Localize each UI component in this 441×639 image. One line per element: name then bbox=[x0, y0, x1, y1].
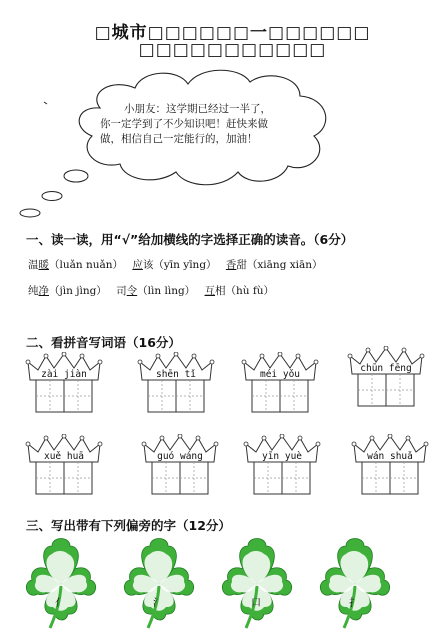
crown-pinyin: zài jiàn bbox=[41, 369, 87, 380]
pinyin-crown bbox=[140, 434, 220, 496]
clover-icon bbox=[216, 536, 298, 630]
pinyin-crown bbox=[24, 434, 104, 496]
crown-pinyin: méi yǒu bbox=[259, 369, 301, 380]
crown-pinyin: guó wáng bbox=[157, 451, 203, 462]
q1-word: 互相 bbox=[204, 285, 226, 297]
cloud-line-3: 做，相信自己一定能行的，加油！ bbox=[100, 133, 258, 145]
crown-frame-icon bbox=[24, 434, 104, 496]
q1-word: 香甜 bbox=[225, 259, 247, 271]
crown-pinyin: yīn yuè bbox=[261, 451, 303, 462]
pinyin-crown bbox=[24, 352, 104, 414]
page-title-line1: □城市□□□□□□一□□□□□□ bbox=[94, 23, 371, 43]
q1-word: 司令 bbox=[116, 285, 138, 297]
cloud-line-1: 小朋友：这学期已经过一半了， bbox=[124, 103, 271, 115]
cloud-message bbox=[100, 102, 325, 147]
radical-clover bbox=[314, 536, 394, 626]
crown-pinyin: xuě huā bbox=[43, 451, 85, 462]
crown-frame-icon bbox=[242, 434, 322, 496]
q1-pinyin: （yīn yīng） bbox=[153, 259, 217, 271]
q1-word: 纯净 bbox=[28, 285, 49, 297]
pinyin-crown bbox=[240, 352, 320, 414]
pinyin-crown bbox=[346, 346, 426, 408]
cloud-line-2: 你一定学到了不少知识吧！赶快来做 bbox=[100, 118, 268, 130]
q1-pinyin: （xiāng xiān） bbox=[246, 259, 323, 271]
q1-pinyin: （jìn jìng） bbox=[49, 285, 107, 297]
page-title-line2: □□□□□□□□□□□ bbox=[138, 40, 327, 60]
q1-pinyin: （luǎn nuǎn） bbox=[49, 259, 124, 271]
crown-frame-icon bbox=[350, 434, 430, 496]
crown-frame-icon bbox=[136, 352, 216, 414]
clover-radical: 氵 bbox=[153, 598, 163, 609]
radical-clover bbox=[20, 536, 100, 626]
pinyin-crown bbox=[242, 434, 322, 496]
crown-frame-icon bbox=[240, 352, 320, 414]
crown-frame-icon bbox=[346, 346, 426, 408]
clover-icon bbox=[20, 536, 102, 630]
q1-pinyin: （lìn lìng） bbox=[137, 285, 196, 297]
crown-pinyin: wán shuǎ bbox=[367, 451, 413, 462]
q1-item bbox=[226, 257, 323, 272]
q1-item bbox=[28, 283, 107, 298]
pinyin-crown bbox=[136, 352, 216, 414]
clover-radical: 口 bbox=[251, 598, 261, 609]
q1-row-2 bbox=[28, 283, 280, 298]
radical-clover bbox=[118, 536, 198, 626]
section2-title: 二、看拼音写词语（16分） bbox=[26, 335, 181, 350]
clover-radical: 扌 bbox=[349, 598, 359, 609]
q1-item bbox=[116, 283, 195, 298]
crown-pinyin: chūn fēng bbox=[360, 363, 412, 374]
q1-pinyin: （hù fù） bbox=[225, 285, 275, 297]
q1-word: 温暖 bbox=[28, 259, 49, 271]
q1-word: 应该 bbox=[132, 259, 154, 271]
radical-clover bbox=[216, 536, 296, 626]
crown-frame-icon bbox=[24, 352, 104, 414]
q1-item bbox=[205, 283, 275, 298]
crown-pinyin: shēn tǐ bbox=[155, 369, 197, 380]
pinyin-crown bbox=[350, 434, 430, 496]
section3-title: 三、写出带有下列偏旁的字（12分） bbox=[26, 518, 231, 533]
crown-frame-icon bbox=[140, 434, 220, 496]
clover-radical: 亻 bbox=[55, 598, 65, 609]
q1-item bbox=[132, 257, 216, 272]
q1-row-1 bbox=[28, 257, 329, 272]
section1-title: 一、读一读，用“√”给加横线的字选择正确的读音。（6分） bbox=[26, 232, 354, 247]
q1-item bbox=[28, 257, 123, 272]
clover-icon bbox=[314, 536, 396, 630]
clover-icon bbox=[118, 536, 200, 630]
